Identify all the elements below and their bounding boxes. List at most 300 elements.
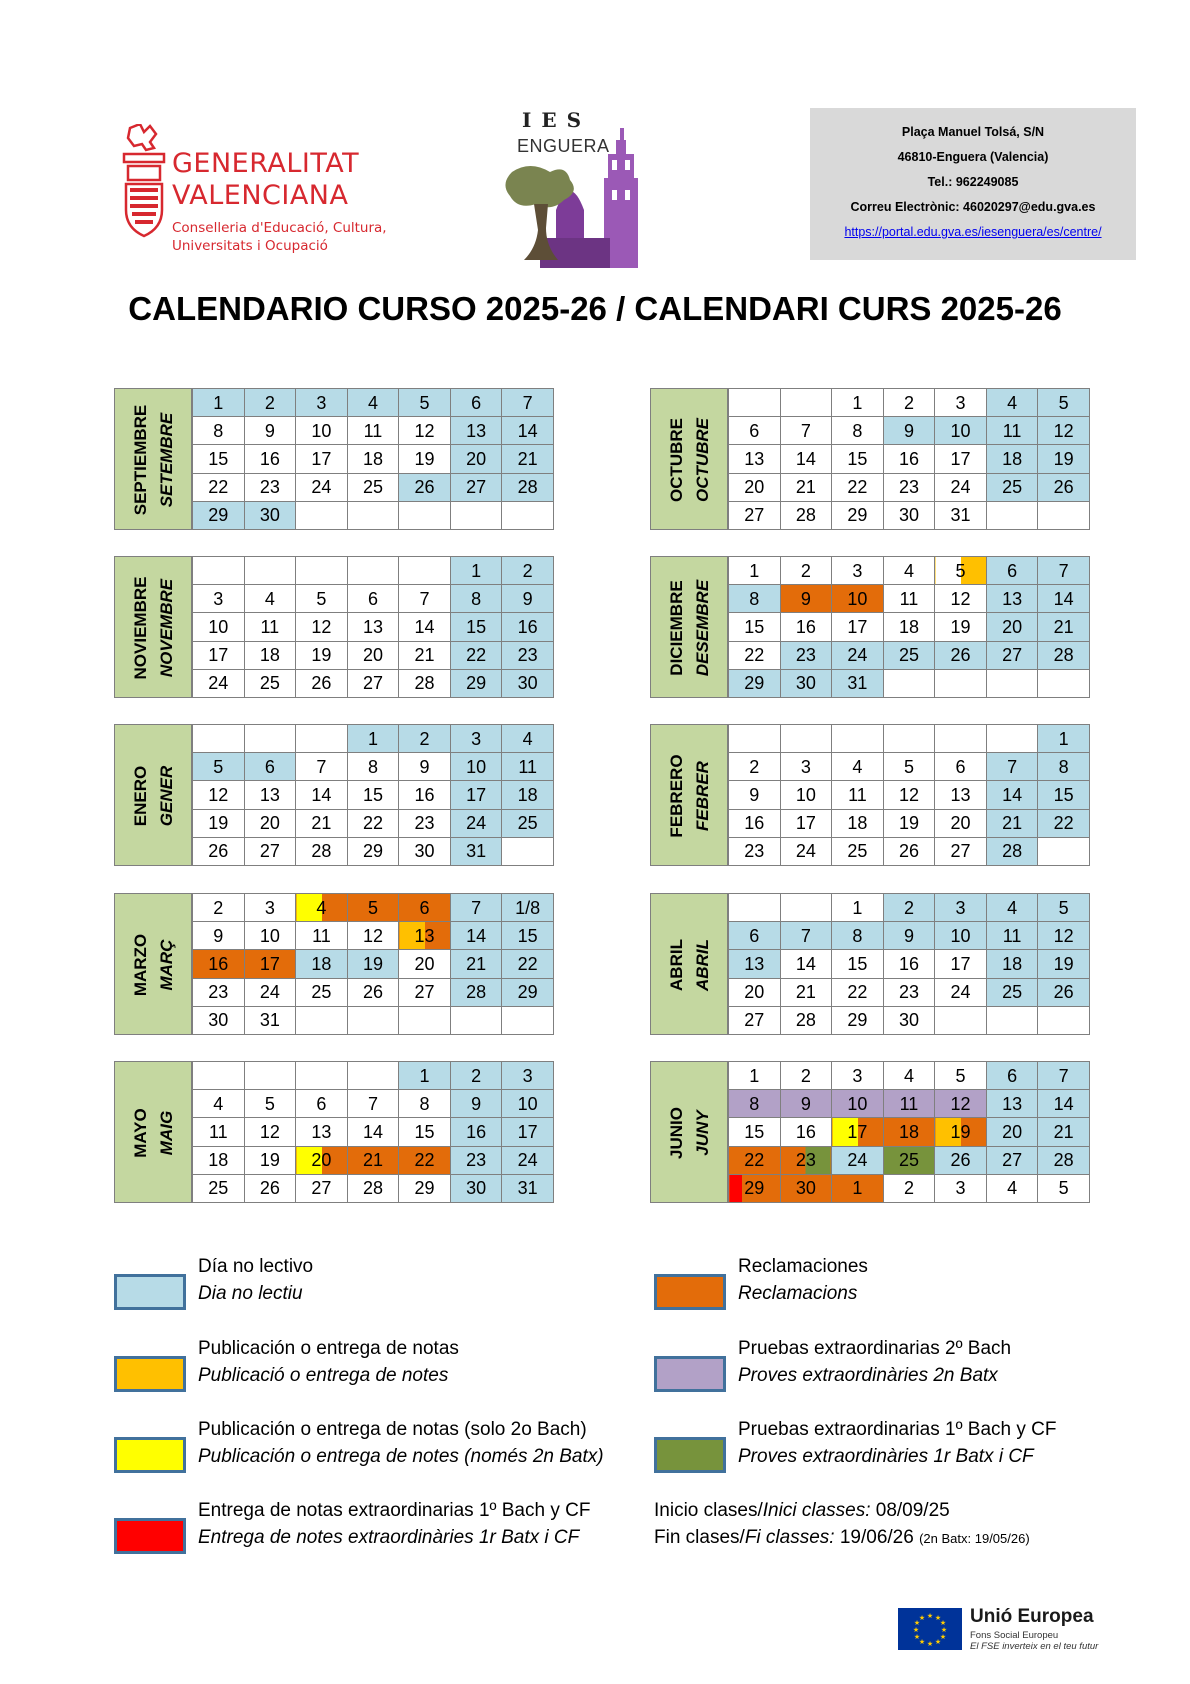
month-sep <box>114 388 555 530</box>
day-cell: 1 <box>729 557 781 585</box>
legend-swatch-extra-2bach <box>654 1356 726 1392</box>
month-jan <box>114 724 555 866</box>
day-cell <box>296 1006 348 1034</box>
week-row <box>729 1118 1090 1146</box>
day-cell: 15 <box>502 922 554 950</box>
day-cell: 25 <box>347 473 399 501</box>
day-cell: 17 <box>832 1118 884 1146</box>
day-cell: 3 <box>780 753 832 781</box>
day-cell: 7 <box>986 753 1038 781</box>
day-cell: 16 <box>883 445 935 473</box>
month-name-es: NOVIEMBRE <box>131 576 150 680</box>
day-cell <box>780 389 832 417</box>
day-cell: 3 <box>450 725 502 753</box>
day-cell <box>193 725 245 753</box>
legend-label-es: Publicación o entrega de notas <box>198 1338 459 1359</box>
week-row <box>193 501 554 529</box>
week-row <box>729 1174 1090 1202</box>
day-cell: 21 <box>399 641 451 669</box>
month-day-grid <box>192 724 554 866</box>
day-cell <box>729 894 781 922</box>
day-cell: 5 <box>399 389 451 417</box>
day-cell <box>502 501 554 529</box>
week-row <box>729 1090 1090 1118</box>
contact-city: 46810-Enguera (Valencia) <box>897 150 1049 164</box>
day-cell: 6 <box>450 389 502 417</box>
month-apr <box>650 893 1091 1035</box>
week-row <box>729 417 1090 445</box>
day-cell: 26 <box>935 641 987 669</box>
month-day-grid <box>192 1061 554 1203</box>
week-row <box>729 1062 1090 1090</box>
week-row <box>193 1062 554 1090</box>
week-row <box>193 585 554 613</box>
week-row <box>193 753 554 781</box>
day-cell: 24 <box>193 669 245 697</box>
month-name-es: MAYO <box>131 1108 150 1158</box>
month-label-box <box>114 388 192 530</box>
month-name-es: ABRIL <box>667 939 686 991</box>
day-cell: 10 <box>832 585 884 613</box>
day-cell: 6 <box>296 1090 348 1118</box>
day-cell: 29 <box>399 1174 451 1202</box>
day-cell: 16 <box>883 950 935 978</box>
week-row <box>729 950 1090 978</box>
svg-text:★: ★ <box>934 1614 942 1622</box>
day-cell: 14 <box>347 1118 399 1146</box>
day-cell: 31 <box>935 501 987 529</box>
day-cell: 1/8 <box>502 894 554 922</box>
legend-label-va: Proves extraordinàries 1r Batx i CF <box>738 1446 1034 1467</box>
week-row <box>729 809 1090 837</box>
day-cell <box>399 1006 451 1034</box>
day-cell <box>347 1062 399 1090</box>
day-cell: 16 <box>244 445 296 473</box>
day-cell: 25 <box>193 1174 245 1202</box>
day-cell: 20 <box>450 445 502 473</box>
day-cell: 13 <box>935 781 987 809</box>
day-cell: 24 <box>780 837 832 865</box>
day-cell: 29 <box>832 1006 884 1034</box>
day-cell: 27 <box>244 837 296 865</box>
day-cell: 9 <box>502 585 554 613</box>
day-cell: 9 <box>450 1090 502 1118</box>
day-cell: 3 <box>296 389 348 417</box>
week-row <box>193 781 554 809</box>
day-cell: 4 <box>883 557 935 585</box>
day-cell: 7 <box>780 417 832 445</box>
day-cell: 10 <box>244 922 296 950</box>
month-label <box>664 580 716 676</box>
week-row <box>193 1006 554 1034</box>
month-dec <box>650 556 1091 698</box>
day-cell: 13 <box>986 585 1038 613</box>
day-cell: 17 <box>502 1118 554 1146</box>
day-cell <box>296 557 348 585</box>
week-row <box>729 781 1090 809</box>
day-cell: 4 <box>986 389 1038 417</box>
day-cell: 15 <box>1038 781 1090 809</box>
day-cell: 1 <box>450 557 502 585</box>
day-cell: 14 <box>399 613 451 641</box>
day-cell: 16 <box>399 781 451 809</box>
day-cell: 17 <box>935 445 987 473</box>
day-cell <box>347 557 399 585</box>
day-cell: 4 <box>986 1174 1038 1202</box>
day-cell: 27 <box>347 669 399 697</box>
day-cell: 4 <box>883 1062 935 1090</box>
day-cell: 8 <box>399 1090 451 1118</box>
day-cell: 13 <box>347 613 399 641</box>
day-cell: 11 <box>883 1090 935 1118</box>
day-cell <box>1038 1006 1090 1034</box>
day-cell: 12 <box>296 613 348 641</box>
day-cell <box>935 1006 987 1034</box>
day-cell: 12 <box>347 922 399 950</box>
ies-logo-subtitle: ENGUERA <box>517 136 610 156</box>
day-cell: 18 <box>986 445 1038 473</box>
day-cell: 25 <box>883 1146 935 1174</box>
day-cell: 19 <box>347 950 399 978</box>
day-cell: 22 <box>399 1146 451 1174</box>
day-cell: 21 <box>780 978 832 1006</box>
month-day-grid <box>192 893 554 1035</box>
legend-label-es: Día no lectivo <box>198 1256 314 1277</box>
start-date: 08/09/25 <box>870 1500 950 1521</box>
day-cell: 27 <box>399 978 451 1006</box>
month-day-grid <box>192 388 554 530</box>
day-cell: 16 <box>502 613 554 641</box>
day-cell: 20 <box>986 613 1038 641</box>
day-cell <box>296 501 348 529</box>
day-cell: 27 <box>986 1146 1038 1174</box>
week-row <box>193 725 554 753</box>
day-cell: 4 <box>193 1090 245 1118</box>
day-cell: 6 <box>347 585 399 613</box>
day-cell: 8 <box>729 1090 781 1118</box>
day-cell: 8 <box>832 417 884 445</box>
day-cell <box>935 669 987 697</box>
month-label-box <box>650 556 728 698</box>
svg-text:★: ★ <box>913 1619 921 1627</box>
day-cell: 19 <box>935 1118 987 1146</box>
start-es: Inicio clases/ <box>654 1500 763 1521</box>
day-cell <box>883 725 935 753</box>
day-cell: 16 <box>193 950 245 978</box>
month-label <box>128 577 180 680</box>
day-cell: 2 <box>883 894 935 922</box>
day-cell: 9 <box>780 1090 832 1118</box>
day-cell: 3 <box>502 1062 554 1090</box>
day-cell: 19 <box>296 641 348 669</box>
month-label <box>664 418 716 502</box>
day-cell: 15 <box>832 950 884 978</box>
day-cell: 28 <box>399 669 451 697</box>
day-cell: 12 <box>244 1118 296 1146</box>
eu-flag-icon <box>898 1608 962 1650</box>
day-cell: 8 <box>1038 753 1090 781</box>
day-cell <box>986 725 1038 753</box>
day-cell: 25 <box>832 837 884 865</box>
week-row <box>193 389 554 417</box>
day-cell: 12 <box>1038 417 1090 445</box>
day-cell: 31 <box>502 1174 554 1202</box>
month-name-va: OCTUBRE <box>693 417 712 503</box>
week-row <box>193 1118 554 1146</box>
day-cell: 21 <box>450 950 502 978</box>
eu-fund: Fons Social Europeu <box>970 1630 1059 1641</box>
day-cell <box>780 725 832 753</box>
day-cell <box>832 725 884 753</box>
day-cell <box>986 669 1038 697</box>
day-cell: 29 <box>832 501 884 529</box>
week-row <box>193 1174 554 1202</box>
day-cell: 24 <box>296 473 348 501</box>
month-oct <box>650 388 1091 530</box>
month-day-grid <box>728 893 1090 1035</box>
day-cell: 25 <box>986 978 1038 1006</box>
day-cell: 18 <box>832 809 884 837</box>
day-cell: 2 <box>780 557 832 585</box>
day-cell: 30 <box>780 669 832 697</box>
day-cell: 23 <box>244 473 296 501</box>
day-cell <box>780 894 832 922</box>
week-row <box>729 922 1090 950</box>
day-cell: 4 <box>986 894 1038 922</box>
day-cell: 7 <box>502 389 554 417</box>
day-cell <box>193 1062 245 1090</box>
week-row <box>729 1146 1090 1174</box>
legend-swatch-publicacion <box>114 1356 186 1392</box>
month-label <box>128 934 180 996</box>
eu-logo <box>898 1606 1138 1650</box>
day-cell: 9 <box>883 417 935 445</box>
day-cell: 6 <box>729 922 781 950</box>
day-cell: 6 <box>986 1062 1038 1090</box>
month-feb <box>650 724 1091 866</box>
day-cell: 21 <box>780 473 832 501</box>
day-cell: 3 <box>935 894 987 922</box>
day-cell: 26 <box>1038 473 1090 501</box>
month-name-va: FEBRER <box>693 761 712 831</box>
day-cell <box>1038 837 1090 865</box>
day-cell <box>347 1006 399 1034</box>
day-cell: 2 <box>399 725 451 753</box>
day-cell: 28 <box>780 1006 832 1034</box>
gva-name-line1: GENERALITAT <box>172 148 360 179</box>
contact-phone: Tel.: 962249085 <box>927 175 1019 189</box>
day-cell: 18 <box>883 1118 935 1146</box>
legend-swatch-extra-1bach <box>654 1437 726 1473</box>
day-cell: 24 <box>244 978 296 1006</box>
start-classes-info <box>654 1500 950 1522</box>
day-cell: 11 <box>986 922 1038 950</box>
day-cell: 9 <box>244 417 296 445</box>
month-label-box <box>650 724 728 866</box>
day-cell: 7 <box>296 753 348 781</box>
week-row <box>729 473 1090 501</box>
day-cell: 27 <box>729 1006 781 1034</box>
day-cell <box>244 725 296 753</box>
day-cell: 19 <box>244 1146 296 1174</box>
contact-email: Correu Electrònic: 46020297@edu.gva.es <box>850 200 1096 214</box>
contact-website-link[interactable]: https://portal.edu.gva.es/iesenguera/es/centre/ <box>844 225 1102 239</box>
day-cell: 20 <box>729 978 781 1006</box>
day-cell: 28 <box>347 1174 399 1202</box>
day-cell: 4 <box>502 725 554 753</box>
svg-text:★: ★ <box>918 1614 926 1622</box>
month-label-box <box>650 388 728 530</box>
day-cell <box>399 501 451 529</box>
month-name-va: MARÇ <box>157 939 176 991</box>
day-cell: 22 <box>832 473 884 501</box>
month-label <box>664 754 716 837</box>
day-cell: 28 <box>450 978 502 1006</box>
day-cell: 11 <box>883 585 935 613</box>
day-cell: 10 <box>193 613 245 641</box>
day-cell: 24 <box>935 473 987 501</box>
day-cell: 23 <box>883 978 935 1006</box>
month-jun <box>650 1061 1091 1203</box>
day-cell: 23 <box>502 641 554 669</box>
day-cell: 8 <box>193 417 245 445</box>
day-cell: 21 <box>986 809 1038 837</box>
day-cell: 25 <box>883 641 935 669</box>
day-cell: 10 <box>780 781 832 809</box>
day-cell: 3 <box>193 585 245 613</box>
end-classes-info <box>654 1527 1030 1549</box>
month-name-es: MARZO <box>131 933 150 997</box>
day-cell: 4 <box>347 389 399 417</box>
svg-text:★: ★ <box>913 1633 921 1641</box>
day-cell: 6 <box>935 753 987 781</box>
month-name-es: FEBRERO <box>667 754 686 838</box>
day-cell: 28 <box>780 501 832 529</box>
day-cell <box>502 837 554 865</box>
day-cell <box>244 1062 296 1090</box>
day-cell: 15 <box>347 781 399 809</box>
day-cell: 20 <box>729 473 781 501</box>
month-day-grid <box>728 724 1090 866</box>
day-cell: 16 <box>780 1118 832 1146</box>
day-cell: 18 <box>347 445 399 473</box>
day-cell: 3 <box>935 389 987 417</box>
day-cell: 5 <box>935 1062 987 1090</box>
day-cell: 29 <box>729 669 781 697</box>
day-cell: 17 <box>296 445 348 473</box>
day-cell: 23 <box>883 473 935 501</box>
day-cell: 3 <box>935 1174 987 1202</box>
day-cell: 24 <box>450 809 502 837</box>
day-cell: 8 <box>832 922 884 950</box>
day-cell <box>347 501 399 529</box>
legend-label-va: Entrega de notes extraordinàries 1r Batx i CF <box>198 1527 580 1548</box>
day-cell: 1 <box>832 894 884 922</box>
gva-dept-line2: Universitats i Ocupació <box>172 238 328 254</box>
day-cell: 19 <box>883 809 935 837</box>
day-cell: 29 <box>729 1174 781 1202</box>
day-cell: 10 <box>296 417 348 445</box>
day-cell: 12 <box>883 781 935 809</box>
end-es: Fin clases/ <box>654 1527 745 1548</box>
day-cell: 12 <box>399 417 451 445</box>
svg-text:★: ★ <box>939 1619 947 1627</box>
month-name-es: SEPTIEMBRE <box>131 404 150 516</box>
day-cell: 13 <box>729 445 781 473</box>
day-cell: 14 <box>986 781 1038 809</box>
month-mar <box>114 893 555 1035</box>
day-cell: 6 <box>244 753 296 781</box>
contact-address: Plaça Manuel Tolsá, S/N <box>901 125 1045 139</box>
day-cell: 23 <box>729 837 781 865</box>
day-cell: 14 <box>1038 585 1090 613</box>
month-name-es: DICIEMBRE <box>667 580 686 676</box>
day-cell: 1 <box>399 1062 451 1090</box>
day-cell: 5 <box>1038 389 1090 417</box>
day-cell: 5 <box>1038 1174 1090 1202</box>
day-cell: 1 <box>729 1062 781 1090</box>
month-may <box>114 1061 555 1203</box>
day-cell: 22 <box>450 641 502 669</box>
day-cell <box>986 1006 1038 1034</box>
day-cell: 5 <box>193 753 245 781</box>
day-cell: 25 <box>986 473 1038 501</box>
day-cell: 5 <box>1038 894 1090 922</box>
day-cell: 26 <box>399 473 451 501</box>
week-row <box>729 501 1090 529</box>
svg-text:★: ★ <box>926 1612 934 1620</box>
day-cell: 30 <box>883 1006 935 1034</box>
legend-label-va: Dia no lectiu <box>198 1283 303 1304</box>
day-cell: 30 <box>780 1174 832 1202</box>
day-cell: 10 <box>935 922 987 950</box>
week-row <box>193 837 554 865</box>
day-cell: 17 <box>832 613 884 641</box>
day-cell: 26 <box>1038 978 1090 1006</box>
day-cell: 20 <box>986 1118 1038 1146</box>
day-cell: 12 <box>193 781 245 809</box>
day-cell: 10 <box>935 417 987 445</box>
day-cell: 13 <box>450 417 502 445</box>
day-cell: 8 <box>450 585 502 613</box>
day-cell: 26 <box>347 978 399 1006</box>
month-label-box <box>114 1061 192 1203</box>
day-cell: 2 <box>502 557 554 585</box>
month-label <box>664 939 716 991</box>
day-cell: 5 <box>296 585 348 613</box>
day-cell: 25 <box>244 669 296 697</box>
day-cell: 19 <box>1038 445 1090 473</box>
month-name-va: ABRIL <box>693 939 712 991</box>
day-cell: 21 <box>1038 1118 1090 1146</box>
day-cell: 21 <box>1038 613 1090 641</box>
legend-label-es: Reclamaciones <box>738 1256 868 1277</box>
month-nov <box>114 556 555 698</box>
day-cell: 15 <box>729 1118 781 1146</box>
day-cell: 9 <box>780 585 832 613</box>
day-cell: 1 <box>1038 725 1090 753</box>
day-cell: 28 <box>296 837 348 865</box>
day-cell: 13 <box>399 922 451 950</box>
day-cell: 12 <box>1038 922 1090 950</box>
day-cell: 26 <box>244 1174 296 1202</box>
day-cell: 22 <box>729 1146 781 1174</box>
day-cell: 2 <box>883 389 935 417</box>
day-cell: 10 <box>502 1090 554 1118</box>
month-name-va: SETEMBRE <box>157 412 176 508</box>
day-cell: 21 <box>502 445 554 473</box>
day-cell: 30 <box>450 1174 502 1202</box>
